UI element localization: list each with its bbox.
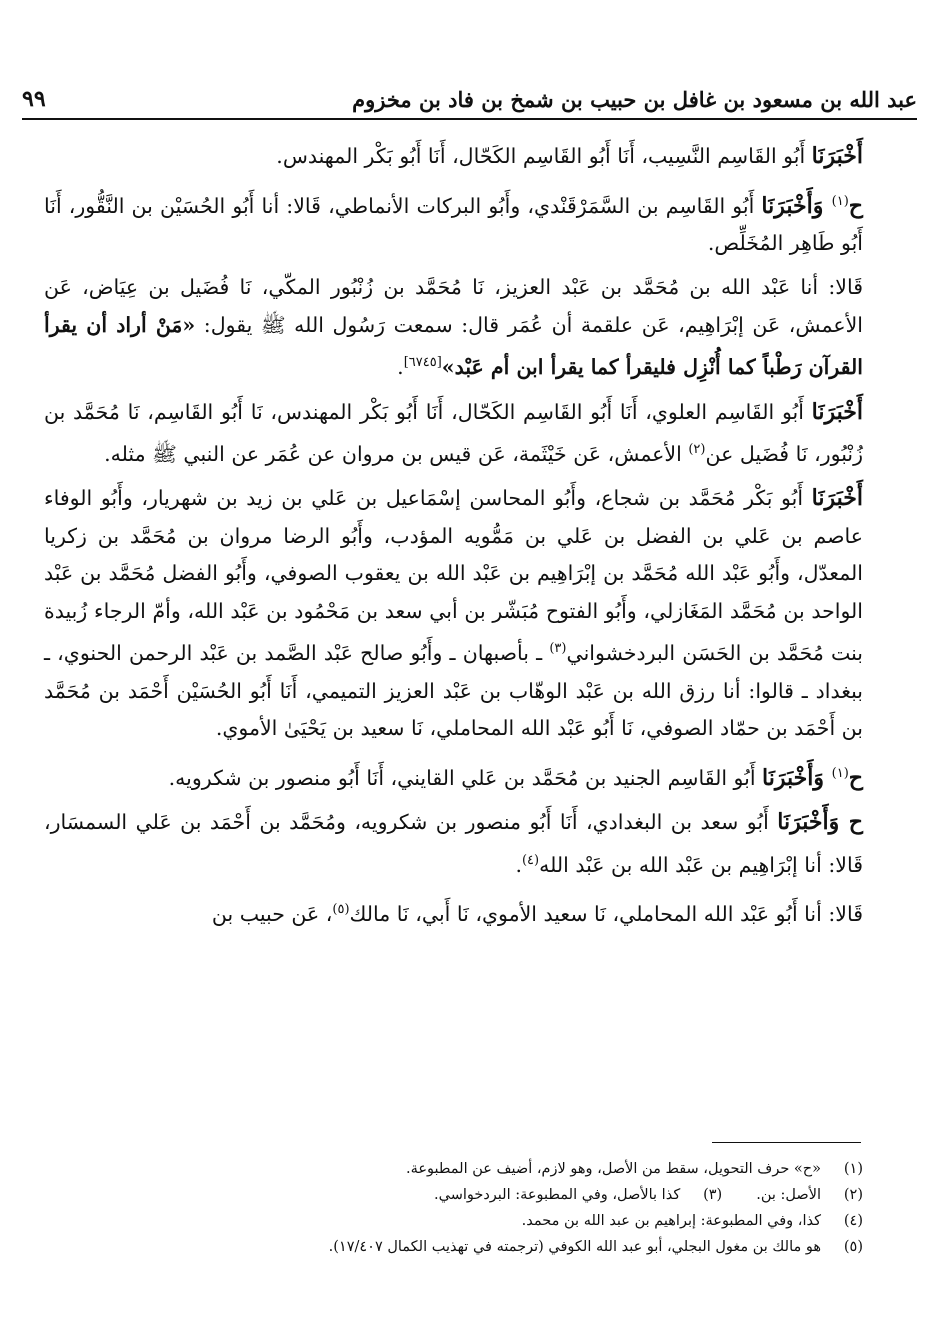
footnote-text: الأصل: بن. [756, 1187, 821, 1203]
footnote-ref: (٤) [521, 852, 540, 868]
lead-word: وَأَخْبَرَنَا [761, 192, 832, 219]
footnote-number: (١) [843, 1161, 863, 1177]
footnote-text: كذا، وفي المطبوعة: إبراهيم بن عبد الله بن محمد. [521, 1213, 821, 1229]
footnote-ref: (٥) [332, 901, 350, 917]
footnote-ref: (٢) [688, 442, 706, 458]
paragraph-end: . [515, 852, 522, 877]
paragraph-text: ـ بأصبهان ـ وأَبُو صالح عَبْد الصَّمد بن عَبْد الرحمن الحنوي، ـ ببغداد ـ قالوا: أنا رزق الله بن عَبْد الوهّاب بن عَبْد العزيز التميمي، أَنَا أَبُو الحُسَيْن أَحْمَد بن مُحَمَّد بن أَحْمَد بن حمّاد الصوفي، نَا أَبُو عَبْد الله المحاملي، نَا سعيد بن يَحْيَىٰ الأموي. [44, 641, 863, 741]
lead-word: أَخْبَرَنَا [811, 143, 863, 169]
tahwil-letter: ح [848, 192, 863, 219]
footnote-number: (٣) [703, 1187, 723, 1203]
paragraph-text: الأعمش، عَن خَيْثَمة، عَن قيس بن مروان عن عُمَر عن النبي ﷺ مثله. [104, 441, 689, 466]
lead-word: وَأَخْبَرَنَا [762, 764, 832, 791]
paragraph-text: أَبُو القَاسِم العلوي، أَنَا أَبُو القَاسِم الكَحّال، أَنَا أَبُو بَكْر المهندس، نَا أَبُو القَاسِم، نَا مُحَمَّد بن زُنْبُور، نَا فُضَيل عن [44, 399, 863, 466]
lead-word: وَأَخْبَرَنَا [777, 809, 849, 836]
paragraph-end: . [397, 355, 404, 380]
footnote-ref: (٣) [549, 641, 567, 657]
footnote-1 [120, 1156, 863, 1182]
tahwil-letter: ح [848, 764, 863, 791]
paragraph-text: أَبُو القَاسِم الجنيد بن مُحَمَّد بن عَلي القايني، أَنَا أَبُو منصور بن شكرويه. [168, 765, 763, 790]
paragraph-text: قَالا: أنا عَبْد الله بن مُحَمَّد بن عَبْد العزيز، نَا مُحَمَّد بن زُنْبُور المكّي، نَا فُضَيل بن عِيَاض، عَن الأعمش، عَن إبْرَاهِيم، عَن علقمة أن عُمَر قال: سمعت رَسُول الله ﷺ يقول: [44, 275, 864, 337]
running-title: عبد الله بن مسعود بن غافل بن حبيب بن شمخ بن فاد بن مخزوم [352, 87, 917, 112]
paragraph-text: قَالا: أنا أَبُو عَبْد الله المحاملي، نَا سعيد الأموي، نَا أَبي، نَا مالك [349, 901, 863, 926]
hadith-number: [٦٧٤٥] [403, 355, 442, 371]
paragraph-5 [44, 480, 863, 747]
page-number: ٩٩ [22, 86, 46, 112]
footnote-text: كذا بالأصل، وفي المطبوعة: البردخواسي. [434, 1187, 681, 1203]
body-text [44, 138, 863, 940]
footnote-number: (٤) [843, 1213, 863, 1229]
footnote-2-3 [120, 1182, 863, 1208]
paragraph-text: أَبُو بَكْر مُحَمَّد بن شجاع، وأَبُو المحاسن إسْمَاعيل بن عَلي بن زيد بن شهريار، وأَبُو الوفاء عاصم بن عَلي بن الفضل بن عَلي بن مَمُّويه المؤدب، وأَبُو الرضا مروان بن مُحَمَّد بن زكريا المعدّل، وأَبُو عَبْد الله مُحَمَّد بن إبْرَاهِيم بن عَبْد الله بن يعقوب الصوفي، وأَبُو الفضل مُحَمَّد بن عَبْد الواحد بن مُحَمَّد المَغَازلي، وأَبُو الفتوح مُبَشّر بن أبي سعد بن مَحْمُود بن عَبْد الله، وأمّ الرجاء زُبيدة بنت مُحَمَّد بن الحَسَن البردخشواني [44, 486, 863, 666]
footnote-4 [120, 1208, 863, 1234]
paragraph-1 [44, 138, 863, 176]
paragraph-7 [44, 804, 863, 884]
lead-word: أَخْبَرَنَا [811, 398, 863, 425]
paragraph-6 [44, 755, 863, 797]
paragraph-text: ، عَن حبيب بن [211, 901, 333, 926]
footnote-ref: (١) [831, 193, 849, 209]
paragraph-text: أَبُو القَاسِم بن السَّمَرْقَنْدي، وأَبُو البركات الأنماطي، قَالا: أنا أَبُو الحُسَيْن بن النَّقُّور، أَنَا أَبُو طَاهِر المُخَلِّص. [44, 193, 863, 255]
header-rule [22, 118, 917, 120]
footnotes [120, 1156, 863, 1260]
footnote-text: «ح» حرف التحويل، سقط من الأصل، وهو لازم، أضيف عن المطبوعة. [406, 1161, 821, 1177]
paragraph-text: أَبُو سعد بن البغدادي، أَنَا أَبُو منصور بن شكرويه، ومُحَمَّد بن أَحْمَد بن عَلي السمسَار، قَالا: أنا إبْرَاهِيم بن عَبْد الله بن عَبْد الله [44, 810, 863, 877]
footnote-rule [712, 1142, 861, 1143]
paragraph-2 [44, 183, 863, 263]
paragraph-3 [44, 269, 863, 386]
paragraph-4 [44, 394, 863, 474]
footnote-ref: (١) [831, 765, 849, 781]
footnote-text: هو مالك بن مغول البجلي، أبو عبد الله الكوفي (ترجمته في تهذيب الكمال ١٧/٤٠٧). [328, 1239, 821, 1255]
tahwil-letter: ح [848, 809, 863, 836]
hadith-text: «مَنْ أراد أن يقرأ القرآن رَطْباً كما أُنْزِل فليقرأ كما يقرأ ابن أم عَبْد» [44, 312, 863, 380]
lead-word: أَخْبَرَنَا [811, 485, 863, 512]
paragraph-text: أَبُو القَاسِم النَّسِيب، أَنَا أَبُو القَاسِم الكَحّال، أَنَا أَبُو بَكْر المهندس. [276, 144, 812, 168]
footnote-number: (٢) [843, 1187, 863, 1203]
footnote-5 [120, 1234, 863, 1260]
page-header [22, 72, 917, 112]
paragraph-8 [44, 891, 863, 933]
footnote-number: (٥) [843, 1239, 863, 1255]
